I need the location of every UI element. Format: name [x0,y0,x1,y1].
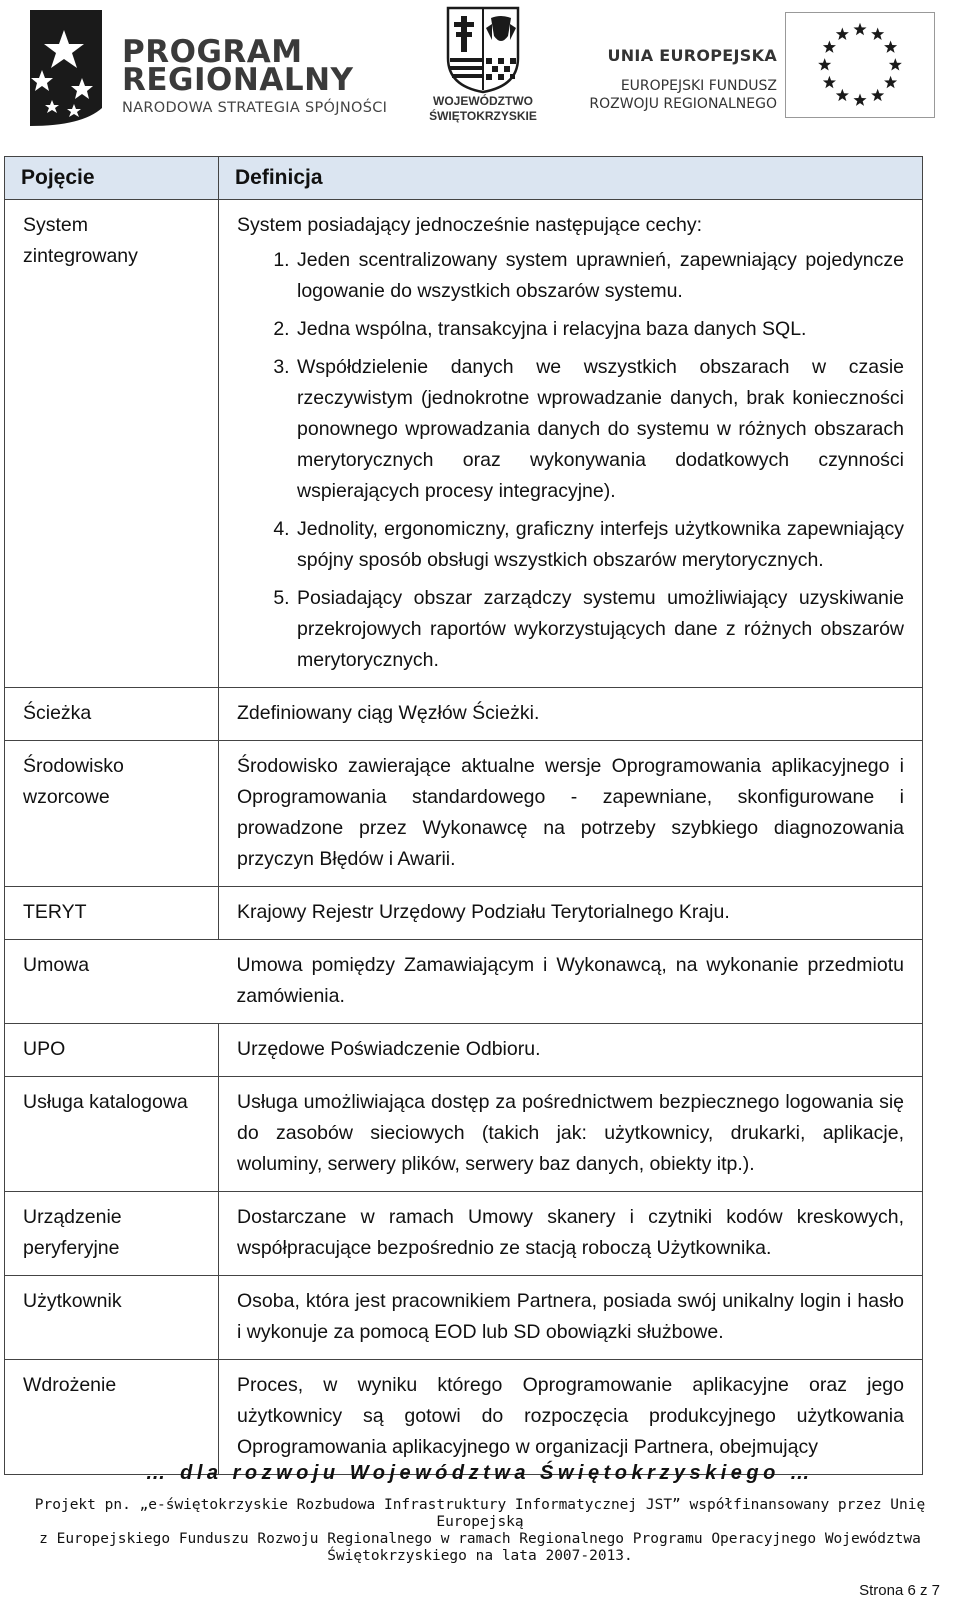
program-logo-line2: REGIONALNY [122,62,354,98]
definition-cell: Umowa pomiędzy Zamawiającym i Wykonawcą, na wykonanie przedmiotu zamówienia. [219,940,923,1024]
program-logo-line1: PROGRAM [122,34,303,70]
table-row [5,1192,923,1276]
definition-cell: Środowisko zawierające aktualne wersje Oprogramowania aplikacyjnego i Oprogramowania standardowego - zapewniane, skonfigurowane i prowadzone przez Wykonawcę na potrzeby szybkiego diagnozowania przyczyn Błędów i Awarii. [219,741,923,887]
eu-star-icon [823,76,836,88]
eu-star-icon [853,23,866,35]
definition-cell: Dostarczane w ramach Umowy skanery i czytniki kodów kreskowych, współpracujące bezpośrednio ze stacją roboczą Użytkownika. [219,1192,923,1276]
definition-cell: Osoba, która jest pracownikiem Partnera, posiada swój unikalny login i hasło i wykonuje za pomocą EOD lub SD obowiązki służbowe. [219,1276,923,1360]
term-cell: Urządzenie peryferyjne [5,1192,219,1276]
definition-cell: Proces, w wyniku którego Oprogramowanie aplikacyjne oraz jego użytkownicy są gotowi do rozpoczęcia produkcyjnego użytkowania Oprogramowania aplikacyjnego w organizacji Partnera, obejmujący [219,1360,923,1475]
definition-cell [219,200,923,688]
footer-project-line2: z Europejskiego Funduszu Rozwoju Regionalnego w ramach Regionalnego Programu Operacyjnego Województwa [39,1531,921,1547]
eu-star-icon [884,76,897,88]
wojewodztwo-logo [428,6,538,130]
unia-europejska-logo [585,12,935,130]
list-item: 1. Jeden scentralizowany system uprawnień, zapewniający pojedyncze logowanie do wszystkich obszarów systemu. [295,245,904,307]
term-cell: Użytkownik [5,1276,219,1360]
table-row [5,1276,923,1360]
footer-project-info [30,1497,930,1565]
term-cell: TERYT [5,887,219,940]
features-list [237,245,904,676]
eu-star-icon [853,93,866,105]
eu-star-icon [836,89,849,101]
eu-star-icon [836,28,849,40]
page-header [0,0,960,140]
column-header-term: Pojęcie [5,157,219,200]
term-cell: UPO [5,1024,219,1077]
table-row [5,1360,923,1475]
eu-logo-line1: UNIA EUROPEJSKA [607,46,777,65]
coat-of-arms-icon [446,6,520,94]
eu-logo-line3: ROZWOJU REGIONALNEGO [589,96,777,112]
woj-logo-line2: ŚWIĘTOKRZYSKIE [429,109,537,123]
term-cell: Wdrożenie [5,1360,219,1475]
definition-cell: Usługa umożliwiająca dostęp za pośrednictwem bezpiecznego logowania się do zasobów sieciowych (takich jak: użytkownicy, drukarki, aplikacje, woluminy, serwery plików, serwery baz danych, obiekty itp.). [219,1077,923,1192]
definition-lead: System posiadający jednocześnie następujące cechy: [237,214,703,236]
list-item: 2. Jedna wspólna, transakcyjna i relacyjna baza danych SQL. [295,314,904,345]
woj-logo-line1: WOJEWÓDZTWO [433,94,533,108]
footer-project-line1: Projekt pn. „e-świętokrzyskie Rozbudowa Infrastruktury Informatycznej JST” współfinansowany przez Unię Europejską [34,1497,926,1530]
table-row [5,741,923,887]
wojewodztwo-logo-text [428,94,538,124]
eu-star-icon [884,40,897,52]
footer-project-line3: Świętokrzyskiego na lata 2007-2013. [327,1548,633,1564]
eu-star-icon [871,89,884,101]
definitions-table [4,156,923,1475]
term-cell: Umowa [5,940,219,1024]
definition-cell: Urzędowe Poświadczenie Odbioru. [219,1024,923,1077]
eu-logo-line2: EUROPEJSKI FUNDUSZ [620,78,777,94]
term-cell: System zintegrowany [5,200,219,688]
eu-star-icon [818,58,831,70]
program-logo-line3: NARODOWA STRATEGIA SPÓJNOŚCI [122,100,388,116]
list-item: 3. Współdzielenie danych we wszystkich obszarach w czasie rzeczywistym (jednokrotne wprowadzanie danych, brak konieczności ponownego wprowadzania danych do systemu w różnych obszarach merytorycznych oraz wykonywania dodatkowych czynności wspierających procesy integracyjne). [295,352,904,507]
program-regionalny-title [122,34,388,118]
table-row [5,1077,923,1192]
table-row [5,1024,923,1077]
eu-flag-icon [785,12,935,118]
term-cell: Środowisko wzorcowe [5,741,219,887]
list-item: 4. Jednolity, ergonomiczny, graficzny interfejs użytkownika zapewniający spójny sposób obsługi wszystkich obszarów merytorycznych. [295,514,904,576]
list-item: 5. Posiadający obszar zarządczy systemu umożliwiający uzyskiwanie przekrojowych raportów wykorzystujących dane z różnych obszarów merytorycznych. [295,583,904,676]
definition-cell: Zdefiniowany ciąg Węzłów Ścieżki. [219,688,923,741]
eu-star-icon [823,40,836,52]
page-number: Strona 6 z 7 [859,1582,940,1599]
term-cell: Ścieżka [5,688,219,741]
table-header-row [5,157,923,200]
term-cell: Usługa katalogowa [5,1077,219,1192]
program-regionalny-logo [22,8,402,130]
eu-star-icon [871,28,884,40]
definition-cell: Krajowy Rejestr Urzędowy Podziału Terytorialnego Kraju. [219,887,923,940]
program-regionalny-mark-icon [22,8,107,128]
column-header-definition: Definicja [219,157,923,200]
table-row [5,688,923,741]
unia-europejska-text [585,46,777,113]
table-row [5,887,923,940]
eu-star-icon [889,58,902,70]
table-row [5,940,923,1024]
footer-slogan: … dla rozwoju Województwa Świętokrzyskiego … [145,1462,815,1484]
table-row [5,200,923,688]
